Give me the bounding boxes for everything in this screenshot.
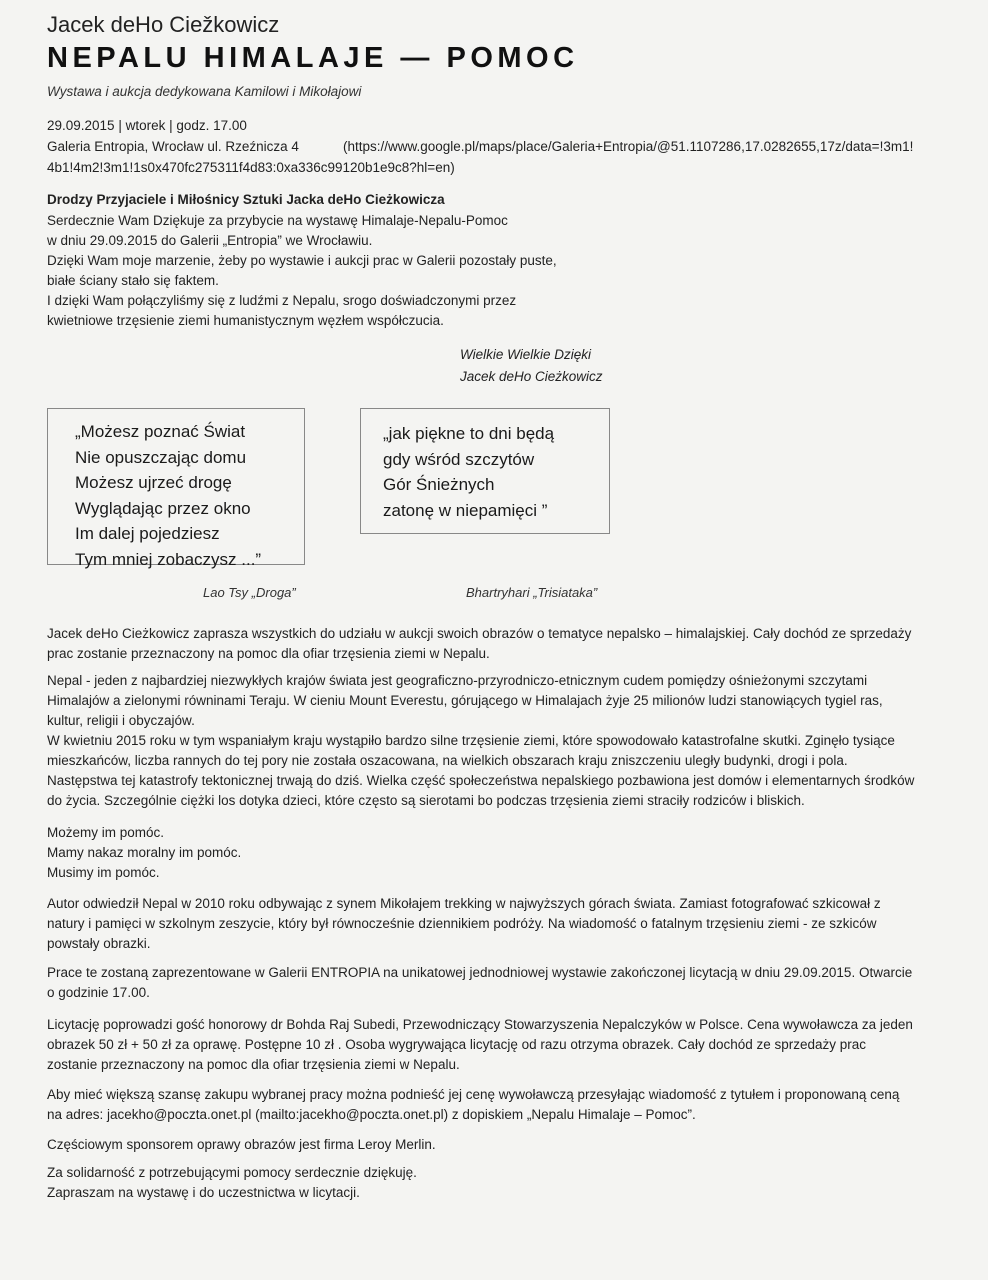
paragraph-line: Mamy nakaz moralny im pomóc. [47,845,242,860]
event-place: Galeria Entropia, Wrocław ul. Rzeźnicza 4 [47,139,299,154]
paragraph-line: powstały obrazki. [47,936,151,951]
letter-line: kwietniowe trzęsienie ziemi humanistycznym węzłem współczucia. [47,313,444,328]
letter-line: w dniu 29.09.2015 do Galerii „Entropia” we Wrocławiu. [47,233,373,248]
letter-line: Dzięki Wam moje marzenie, żeby po wystawie i aukcji prac w Galerii pozostały puste, [47,253,557,268]
paragraph-bidding [47,1085,967,1125]
paragraph-line: zostanie przeznaczony na pomoc dla ofiar trzęsienia ziemi w Nepalu. [47,1057,460,1072]
letter-line: I dzięki Wam połączyliśmy się z ludźmi z Nepalu, srogo doświadczonymi przez [47,293,517,308]
quote-line: Nie opuszczając domu [75,447,247,467]
quote-box-lao-tsy [47,408,305,569]
paragraph-line: Prace te zostaną zaprezentowane w Galerii ENTROPIA na unikatowej jednodniowej wystawie zakończonej licytacją w dniu 29.09.2015. Otwarcie [47,965,913,980]
paragraph-line: kultur, religii i obyczajów. [47,713,195,728]
quote-box-bhartryhari [360,408,610,534]
event-datetime: 29.09.2015 | wtorek | godz. 17.00 [47,118,247,133]
page-title: NEPALU HIMALAJE — POMOC [47,42,579,74]
paragraph-line: obrazek 50 zł + 50 zł za oprawę. Postępne 10 zł . Osoba wygrywająca licytację od razu otrzyma obrazek. Cały dochód ze sprzedaży prac [47,1037,867,1052]
letter-body [47,211,967,331]
quote-line: Im dalej pojedziesz [75,524,220,543]
paragraph-line: Musimy im pomóc. [47,865,160,880]
paragraph-line: prac zostanie przeznaczony na pomoc dla ofiar trzęsienia ziemi w Nepalu. [47,646,490,661]
paragraph-line: W kwietniu 2015 roku w tym wspaniałym kraju wystąpiło bardzo silne trzęsienie ziemi, które spowodowało katastrofalne skutki. Zginęło tysiące [47,733,895,748]
paragraph-line: Jacek deHo Cieżkowicz zaprasza wszystkich do udziału w aukcji swoich obrazów o tematyce nepalsko – himalajskiej. Cały dochód ze sprzedaży [47,626,912,641]
quote-line: Możesz ujrzeć drogę [75,473,232,492]
paragraph-line: natury i pamięci w szkolnym zeszycie, który był równocześnie dziennikiem podróży. Na wiadomość o fatalnym trzęsieniu ziemi - ze szkiców [47,916,877,931]
paragraph-line: Aby mieć większą szansę zakupu wybranej pracy można podnieść jej cenę wywoławczą przesyłając wiadomość z tytułem i proponowaną ceną [47,1087,900,1102]
quote-line: zatonę w niepamięci ” [383,500,548,520]
quote-line: Gór Śnieżnych [383,475,495,494]
author-name: Jacek deHo Ciežkowicz [47,12,280,37]
paragraph-auction [47,1015,967,1075]
paragraph-exhibition [47,963,967,1003]
subtitle: Wystawa i aukcja dedykowana Kamilowi i Mikołajowi [47,84,362,99]
paragraph-author-visit [47,894,967,954]
paragraph-closing [47,1163,967,1203]
paragraph-line: o godzinie 17.00. [47,985,150,1000]
map-link-line1[interactable]: (https://www.google.pl/maps/place/Galeria+Entropia/@51.1107286,17.0282655,17z/data=!3m1! [343,139,914,154]
quote-line: Wyglądając przez okno [75,498,251,518]
quote-author-lao-tsy: Lao Tsy „Droga” [203,585,296,600]
letter-greeting: Drodzy Przyjaciele i Miłośnicy Sztuki Jacka deHo Cieżkowicza [47,192,445,207]
letter-line: białe ściany stało się faktem. [47,273,219,288]
paragraph-nepal [47,671,967,811]
quote-line: Tym mniej zobaczysz ...” [75,549,262,569]
letter-line: Serdecznie Wam Dziękuje za przybycie na wystawę Himalaje-Nepalu-Pomoc [47,213,508,228]
letter-thanks: Wielkie Wielkie Dzięki [460,347,592,362]
paragraph-line: Licytację poprowadzi gość honorowy dr Bohda Raj Subedi, Przewodniczący Stowarzyszenia Nepalczyków w Polsce. Cena wywoławcza za jeden [47,1017,913,1032]
paragraph-line: do życia. Szczególnie ciężki los dotyka dzieci, które często są sierotami bo podczas trzęsienia ziemi straciły rodziców i bliskich. [47,793,805,808]
paragraph-line: Autor odwiedził Nepal w 2010 roku odbywając z synem Mikołajem trekking w najwyższych górach świata. Zamiast fotografować szkicował z [47,896,881,911]
paragraph-line: Następstwa tej katastrofy tektonicznej trwają do dziś. Wielka część społeczeństwa nepalskiego pozbawiona jest domów i elementarnych środków [47,773,915,788]
quote-line: „jak piękne to dni będą [383,424,555,443]
paragraph-line: Częściowym sponsorem oprawy obrazów jest firma Leroy Merlin. [47,1137,436,1152]
paragraph-line: Nepal - jeden z najbardziej niezwykłych krajów świata jest geograficzno-przyrodniczo-etnicznym cudem pomiędzy ośnieżonymi szczytami [47,673,868,688]
paragraph-sponsor [47,1135,967,1155]
paragraph-line: Himalajów a zielonymi równinami Teraju. W cieniu Mount Everestu, górującego w Himalajach żyje 25 milionów ludzi stanowiących tygiel ras, [47,693,883,708]
paragraph-line: Możemy im pomóc. [47,825,165,840]
paragraph-line: Za solidarność z potrzebującymi pomocy serdecznie dziękuję. [47,1165,417,1180]
paragraph-line: Zapraszam na wystawę i do uczestnictwa w licytacji. [47,1185,360,1200]
paragraph-line: mieszkańców, liczba rannych do tej pory nie została oszacowana, na wielkich obszarach kraju zniszczeniu uległy budynki, drogi i pola. [47,753,848,768]
map-link-line2[interactable]: 4b1!4m2!3m1!1s0x470fc275311f4d83:0xa336c99120b1e9c8?hl=en) [47,160,455,175]
quote-author-bhartryhari: Bhartryhari „Trisiataka” [466,585,598,600]
paragraph-invitation [47,624,967,664]
paragraph-line[interactable]: na adres: jacekho@poczta.onet.pl (mailto:jacekho@poczta.onet.pl) z dopiskiem „Nepalu Himalaje – Pomoc”. [47,1107,696,1122]
letter-signature: Jacek deHo Cieżkowicz [460,369,603,384]
quote-line: „Możesz poznać Świat [75,422,246,441]
paragraph-help [47,823,967,883]
quote-line: gdy wśród szczytów [383,449,535,469]
